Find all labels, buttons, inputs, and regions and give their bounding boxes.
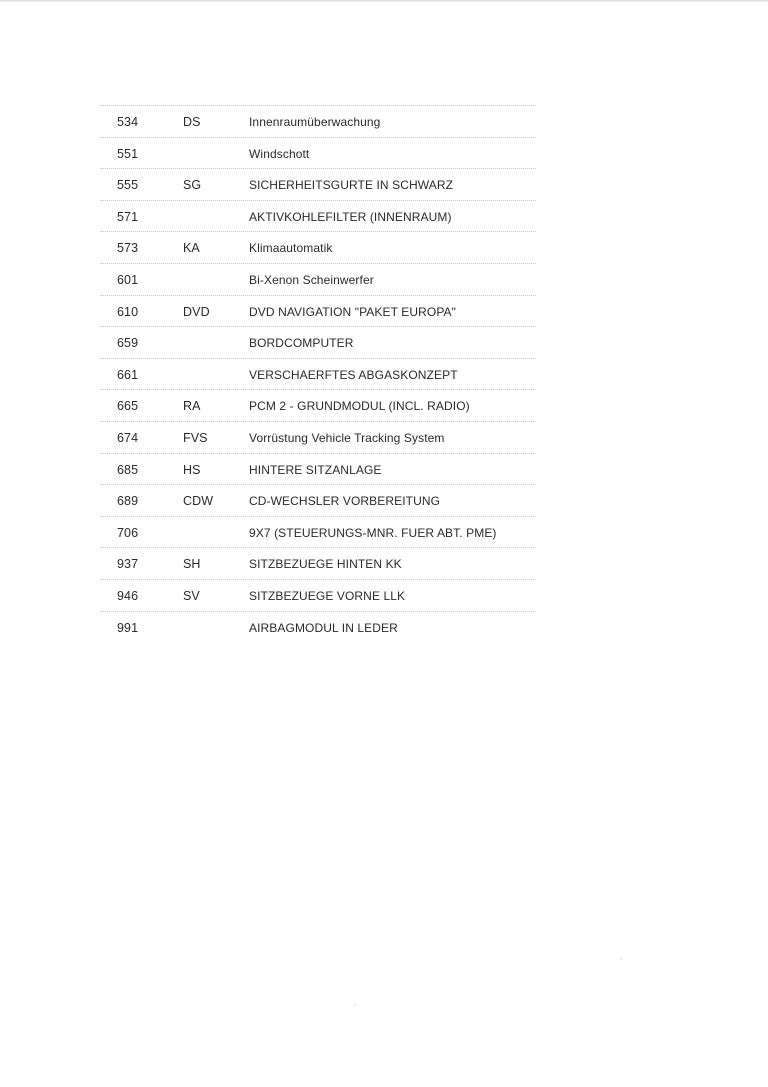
option-code: 571 [117,209,139,224]
table-row [100,326,536,358]
option-description: BORDCOMPUTER [249,336,354,351]
option-description: Vorrüstung Vehicle Tracking System [249,430,445,445]
option-abbreviation: HS [183,462,201,477]
option-abbreviation: DS [183,115,201,129]
option-abbreviation: CDW [183,494,214,509]
table-row [100,137,536,169]
option-code: 534 [117,115,139,129]
table-row [100,516,536,548]
option-code: 689 [117,494,139,509]
option-abbreviation: FVS [183,430,208,445]
option-code: 665 [117,399,139,414]
table-row [100,295,536,327]
option-code: 706 [117,525,139,540]
table-row [100,611,536,643]
option-description: AKTIVKOHLEFILTER (INNENRAUM) [249,209,452,224]
option-code: 937 [117,557,139,572]
option-code: 946 [117,588,139,603]
table-row [100,263,536,295]
option-description: HINTERE SITZANLAGE [249,462,382,477]
scan-edge [0,0,768,2]
option-description: AIRBAGMODUL IN LEDER [249,620,398,635]
option-description: Innenraumüberwachung [249,115,381,129]
table-row [100,358,536,390]
table-row [100,105,536,137]
options-table [100,105,536,642]
option-code: 573 [117,241,139,256]
table-row [100,421,536,453]
table-row [100,484,536,516]
option-description: Klimaautomatik [249,241,333,256]
option-description: SICHERHEITSGURTE IN SCHWARZ [249,178,454,193]
option-abbreviation: SG [183,178,202,193]
option-description: VERSCHAERFTES ABGASKONZEPT [249,367,458,382]
option-abbreviation: DVD [183,304,210,319]
option-code: 659 [117,336,139,351]
option-code: 674 [117,430,139,445]
option-description: PCM 2 - GRUNDMODUL (INCL. RADIO) [249,399,470,414]
option-abbreviation: SH [183,557,201,572]
option-description: SITZBEZUEGE VORNE LLK [249,588,406,603]
table-row [100,231,536,263]
option-code: 685 [117,462,139,477]
option-abbreviation: KA [183,241,200,256]
option-description: Windschott [249,146,310,161]
option-code: 555 [117,178,139,193]
option-description: DVD NAVIGATION "PAKET EUROPA" [249,304,457,319]
option-description: CD-WECHSLER VORBEREITUNG [249,494,441,509]
table-row [100,579,536,611]
table-row [100,200,536,232]
table-row [100,547,536,579]
option-description: 9X7 (STEUERUNGS-MNR. FUER ABT. PME) [249,525,497,540]
table-row [100,168,536,200]
option-code: 661 [117,367,139,382]
option-code: 551 [117,146,139,161]
table-row [100,453,536,485]
table-row [100,389,536,421]
scan-speck [354,1004,356,1006]
scan-speck [620,958,622,960]
option-code: 991 [117,620,139,635]
option-code: 610 [117,304,139,319]
option-code: 601 [117,272,139,287]
option-abbreviation: RA [183,399,201,414]
option-abbreviation: SV [183,588,200,603]
option-description: Bi-Xenon Scheinwerfer [249,272,374,287]
option-description: SITZBEZUEGE HINTEN KK [249,557,402,572]
